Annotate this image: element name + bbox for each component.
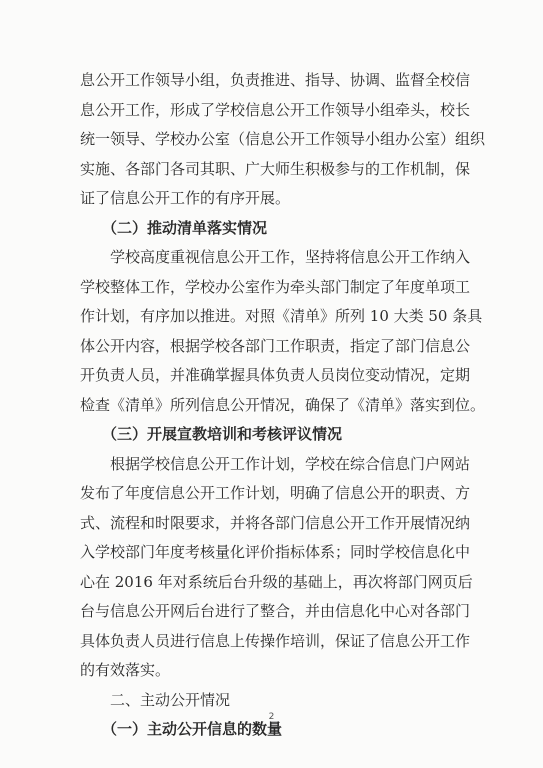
text-line: 检查《清单》所列信息公开情况，确保了《清单》落实到位。 [80,395,486,414]
subsection-heading: （一）主动公开信息的数量 [102,720,283,738]
subsection-heading: （三）开展宣教培训和考核评议情况 [102,425,343,443]
text-line: 学校高度重视信息公开工作，坚持将信息公开工作纳入 [110,248,471,266]
text-line: 开负责人员，并准确掌握具体负责人员岗位变动情况，定期 [80,366,471,384]
text-line: 心在 2016 年对系统后台升级的基础上，再次将部门网页后 [80,572,473,591]
text-line: 学校整体工作，学校办公室作为牵头部门制定了年度单项工 [80,277,471,296]
text-line: 息公开工作领导小组，负责推进、指导、协调、监督全校信 [80,71,471,89]
text-line: 证了信息公开工作的有序开展。 [80,189,291,207]
text-line: 入学校部门年度考核量化评价指标体系；同时学校信息化中 [80,543,471,561]
page-number: 2 [268,712,275,722]
text-line: 台与信息公开网后台进行了整合，并由信息化中心对各部门 [80,602,471,620]
text-line: 统一领导、学校办公室（信息公开工作领导小组办公室）组织 [80,130,486,148]
text-line: 息公开工作，形成了学校信息公开工作领导小组牵头，校长 [80,100,471,119]
text-line: 体公开内容，根据学校各部门工作职责，指定了部门信息公 [80,336,471,355]
text-line: 根据学校信息公开工作计划，学校在综合信息门户网站 [110,454,471,473]
subsection-heading: （二）推动清单落实情况 [102,218,268,237]
text-line: 式、流程和时限要求，并将各部门信息公开工作开展情况纳 [80,513,471,532]
text-line: 的有效落实。 [80,661,171,679]
section-heading: 二、主动公开情况 [110,690,231,709]
paragraph [80,66,486,214]
text-line: 发布了年度信息公开工作计划，明确了信息公开的职责、方 [80,484,471,502]
document-body [80,66,486,745]
paragraph [80,243,486,420]
text-line: 具体负责人员进行信息上传操作培训，保证了信息公开工作 [80,631,471,650]
paragraph [80,450,473,686]
text-line: 实施、各部门各司其职、广大师生积极参与的工作机制，保 [80,159,471,178]
text-line: 作计划，有序加以推进。对照《清单》所列 10 大类 50 条具 [80,307,483,325]
